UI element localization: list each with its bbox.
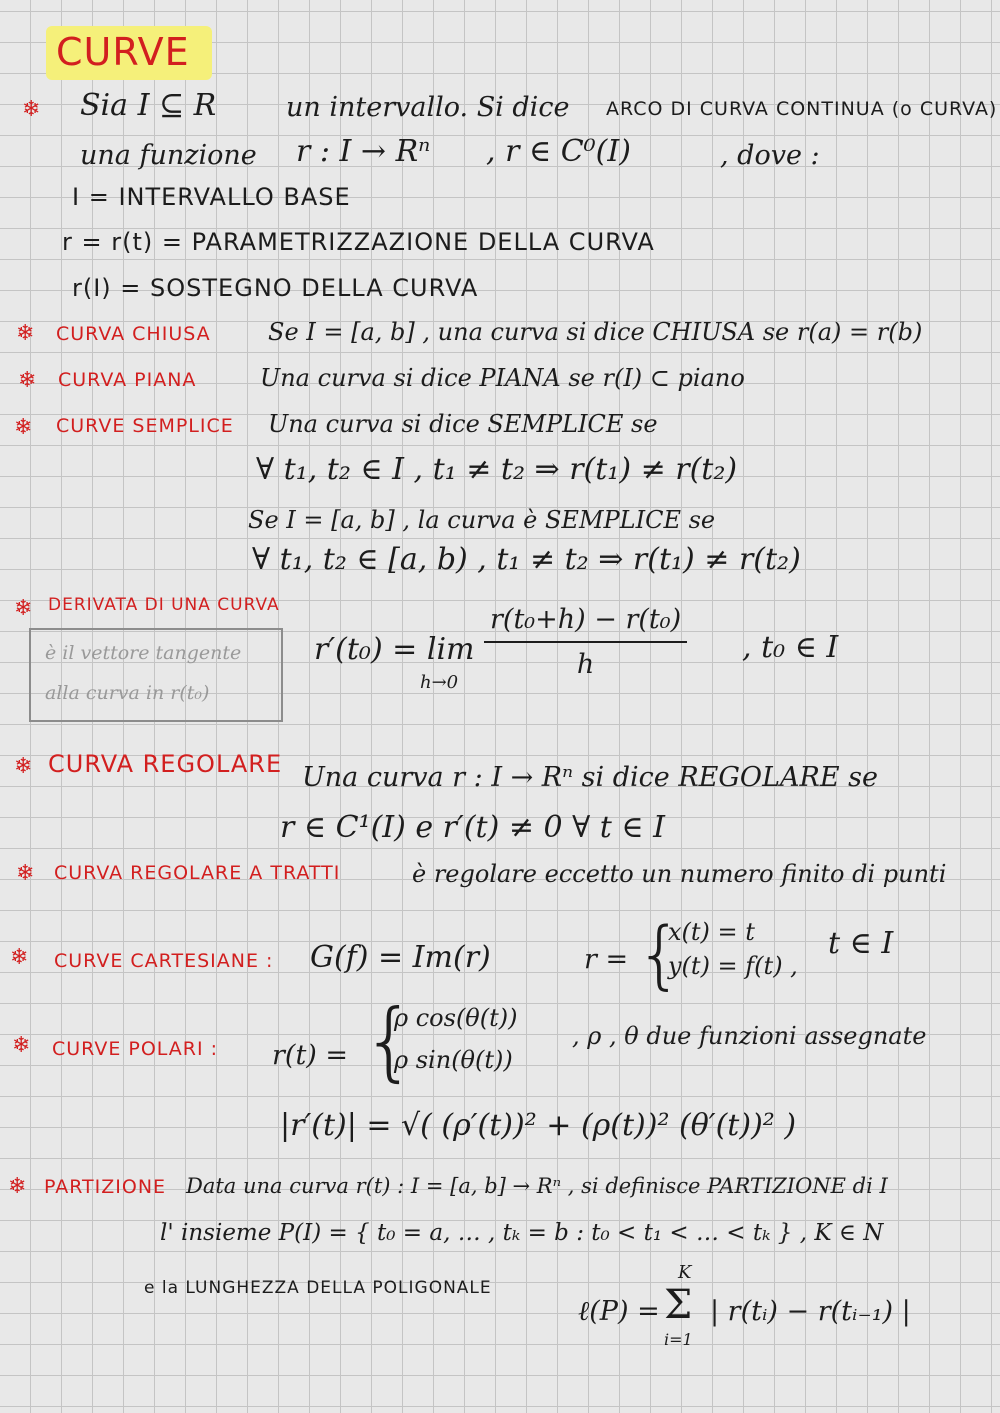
intro-arc-definition: ARCO DI CURVA CONTINUA (o CURVA) [606,98,998,120]
cartesian-y: y(t) = f(t) , [668,952,798,980]
label-planar-curve: CURVA PIANA [58,369,197,391]
planar-curve-text: Una curva si dice PIANA se r(I) ⊂ piano [260,364,745,392]
partition-text: Data una curva r(t) : I = [a, b] → Rⁿ , si definisce PARTIZIONE di I [186,1174,888,1198]
partition-set: l' insieme P(I) = { t₀ = a, … , tₖ = b : t₀ < t₁ < … < tₖ } , K ∈ N [160,1220,884,1246]
derivative-lhs: r′(t₀) = lim [314,632,475,667]
bullet-icon: ❄ [14,596,33,621]
def-parametrization: r = r(t) = PARAMETRIZZAZIONE DELLA CURVA [62,228,655,256]
def-base-interval: I = INTERVALLO BASE [72,183,351,211]
cartesian-r-eq: r = [584,944,629,975]
piecewise-regular-text: è regolare eccetto un numero finito di punti [412,860,947,888]
label-curve-derivative: DERIVATA DI UNA CURVA [48,595,280,615]
simple-curve-closed-text: Se I = [a, b] , la curva è SEMPLICE se [248,506,716,534]
sum-body: | r(tᵢ) − r(tᵢ₋₁) | [710,1296,911,1327]
label-polar-curves: CURVE POLARI : [52,1038,219,1060]
simple-curve-closed-condition: ∀ t₁, t₂ ∈ [a, b) , t₁ ≠ t₂ ⇒ r(t₁) ≠ r(t₂) [252,542,801,577]
cartesian-domain: t ∈ I [828,926,894,961]
cartesian-graph: G(f) = Im(r) [310,940,491,975]
polygonal-length-label: e la LUNGHEZZA DELLA POLIGONALE [144,1278,492,1298]
sum-lower-limit: i=1 [664,1330,693,1349]
label-simple-curve: CURVE SEMPLICE [56,415,234,437]
derivative-fraction [484,604,687,680]
polar-cos: ρ cos(θ(t)) [394,1004,518,1032]
bullet-icon: ❄ [14,415,33,440]
derivative-denominator: h [576,649,595,680]
label-regular-curve: CURVA REGOLARE [48,750,283,778]
bullet-icon: ❄ [12,1033,31,1058]
label-piecewise-regular: CURVA REGOLARE A TRATTI [54,862,341,884]
derivative-domain: , t₀ ∈ I [742,630,839,665]
intro-function-word: una funzione [80,140,257,171]
sum-lhs: ℓ(P) = [578,1296,660,1327]
polar-brace: { [362,991,417,1091]
intro-map: r : I → Rⁿ [296,134,431,169]
bullet-icon: ❄ [14,754,33,779]
label-closed-curve: CURVA CHIUSA [56,323,211,345]
intro-text: un intervallo. Si dice [286,92,570,123]
simple-curve-condition: ∀ t₁, t₂ ∈ I , t₁ ≠ t₂ ⇒ r(t₁) ≠ r(t₂) [256,452,738,487]
derivative-limit-sub: h→0 [420,672,459,693]
cartesian-brace: { [636,912,684,998]
label-partition: PARTIZIONE [44,1176,167,1198]
tangent-note-line2: alla curva in r(t₀) [45,682,210,704]
def-support: r(I) = SOSTEGNO DELLA CURVA [72,274,479,302]
derivative-numerator: r(t₀+h) − r(t₀) [484,604,687,643]
cartesian-x: x(t) = t [668,918,755,946]
bullet-icon: ❄ [18,368,37,393]
closed-curve-text: Se I = [a, b] , una curva si dice CHIUSA se r(a) = r(b) [268,318,923,346]
bullet-icon: ❄ [10,945,29,970]
bullet-icon: ❄ [16,321,35,346]
intro-where: , dove : [720,140,820,171]
polar-r-eq: r(t) = [272,1040,349,1071]
page-title: CURVE [46,26,212,80]
tangent-note-line1: è il vettore tangente [45,642,242,664]
simple-curve-text: Una curva si dice SEMPLICE se [268,410,658,438]
polar-norm: |r′(t)| = √( (ρ′(t))² + (ρ(t))² (θ′(t))² ) [280,1108,797,1143]
bullet-icon: ❄ [16,861,35,886]
sum-upper-limit: K [678,1262,692,1283]
regular-curve-condition: r ∈ C¹(I) e r′(t) ≠ 0 ∀ t ∈ I [280,810,665,845]
intro-interval: Sia I ⊆ R [80,88,217,123]
bullet-icon: ❄ [8,1174,27,1199]
label-cartesian-curves: CURVE CARTESIANE : [54,950,274,972]
regular-curve-text: Una curva r : I → Rⁿ si dice REGOLARE se [302,762,878,793]
polar-note: , ρ , θ due funzioni assegnate [572,1022,927,1050]
tangent-note-box [29,628,283,722]
intro-continuity: , r ∈ C⁰(I) [486,134,631,169]
bullet-icon: ❄ [22,97,41,122]
polar-sin: ρ sin(θ(t)) [394,1046,513,1074]
sum-symbol: Σ [664,1282,693,1328]
